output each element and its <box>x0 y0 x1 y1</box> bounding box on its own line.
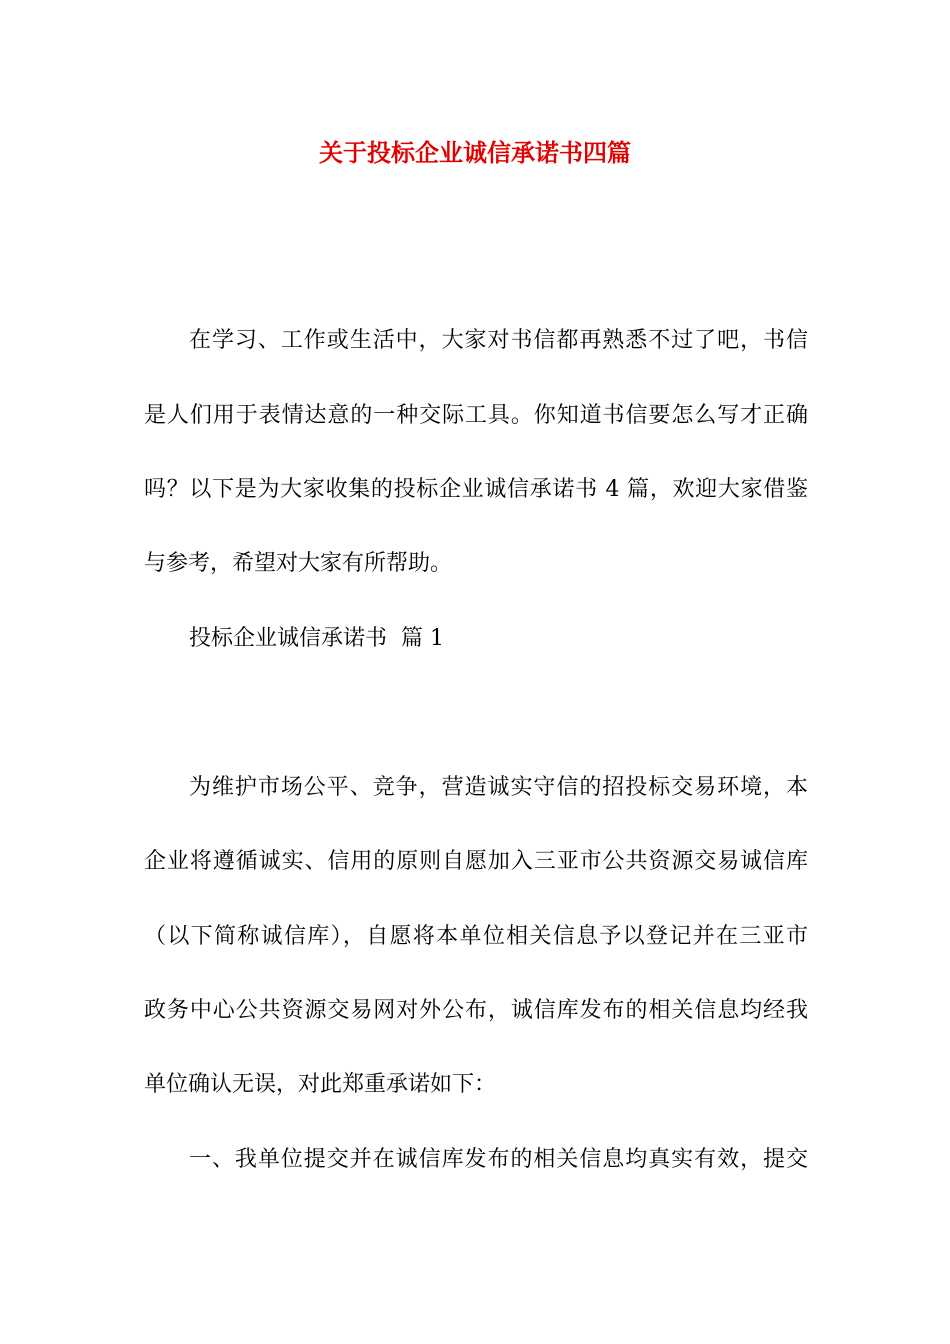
intro-line: 在学习、工作或生活中，大家对书信都再熟悉不过了吧，书信 <box>189 328 808 353</box>
body-line: 单位确认无误，对此郑重承诺如下： <box>144 1072 497 1097</box>
intro-line: 与参考，希望对大家有所帮助。 <box>144 551 453 576</box>
body-line: 政务中心公共资源交易网对外公布，诚信库发布的相关信息均经我 <box>144 998 808 1023</box>
clause-line: 一、我单位提交并在诚信库发布的相关信息均真实有效，提交 <box>189 1147 808 1172</box>
body-line: 为维护市场公平、竞争，营造诚实守信的招投标交易环境，本 <box>189 775 808 800</box>
document-title: 关于投标企业诚信承诺书四篇 <box>319 138 631 167</box>
section-heading: 投标企业诚信承诺书 篇 1 <box>189 626 444 651</box>
body-line: 企业将遵循诚实、信用的原则自愿加入三亚市公共资源交易诚信库 <box>144 849 808 874</box>
intro-line: 吗？以下是为大家收集的投标企业诚信承诺书 4 篇，欢迎大家借鉴 <box>144 477 808 502</box>
intro-line: 是人们用于表情达意的一种交际工具。你知道书信要怎么写才正确 <box>144 403 808 428</box>
body-line: （以下简称诚信库），自愿将本单位相关信息予以登记并在三亚市 <box>144 924 808 949</box>
